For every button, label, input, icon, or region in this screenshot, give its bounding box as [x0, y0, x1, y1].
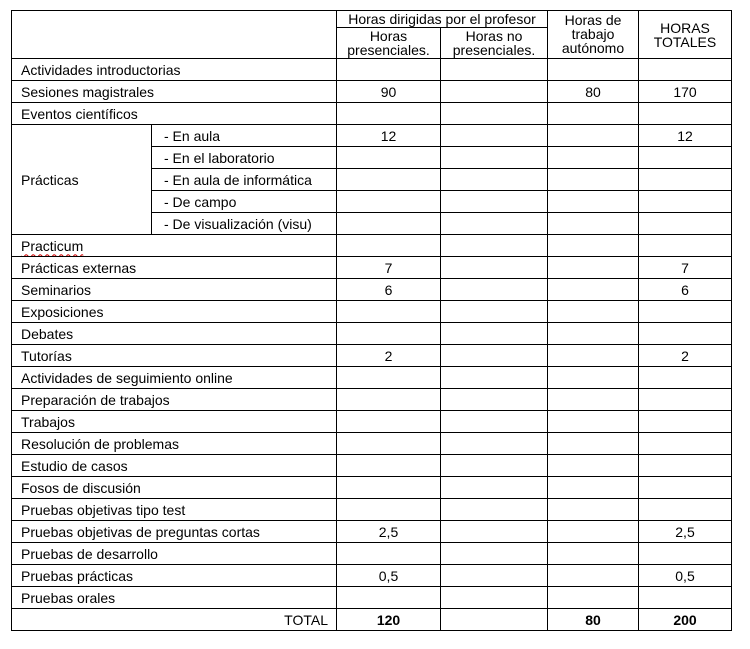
cell-no-presenciales — [441, 323, 548, 345]
cell-presenciales — [337, 301, 441, 323]
cell-presenciales — [337, 59, 441, 81]
activity-label-text: Preparación de trabajos — [21, 391, 170, 408]
cell-no-presenciales — [441, 499, 548, 521]
cell-no-presenciales — [441, 147, 548, 169]
table-row — [12, 389, 732, 411]
table-row — [12, 433, 732, 455]
cell-total — [639, 103, 732, 125]
cell-autonomo — [548, 433, 639, 455]
cell-autonomo — [548, 477, 639, 499]
cell-no-presenciales — [441, 389, 548, 411]
cell-autonomo — [548, 521, 639, 543]
cell-autonomo — [548, 147, 639, 169]
hours-table — [11, 10, 732, 631]
cell-autonomo: 80 — [548, 609, 639, 631]
practicas-sublabel: - De campo — [152, 191, 337, 213]
practicas-subrow — [12, 125, 732, 147]
activity-label-text: Fosos de discusión — [21, 479, 141, 496]
activity-label — [12, 59, 337, 81]
activity-label — [12, 543, 337, 565]
cell-presenciales: 7 — [337, 257, 441, 279]
activity-label — [12, 433, 337, 455]
cell-total — [639, 477, 732, 499]
activity-label-text: Practicum — [21, 237, 84, 254]
activity-label — [12, 367, 337, 389]
cell-autonomo — [548, 125, 639, 147]
cell-no-presenciales — [441, 411, 548, 433]
practicas-sublabel: - En aula de informática — [152, 169, 337, 191]
activity-label — [12, 477, 337, 499]
activity-label-text: Eventos científicos — [21, 105, 138, 122]
cell-no-presenciales — [441, 477, 548, 499]
cell-autonomo: 80 — [548, 81, 639, 103]
activity-label-text: Pruebas orales — [21, 589, 116, 606]
cell-total — [639, 59, 732, 81]
cell-presenciales: 2 — [337, 345, 441, 367]
cell-presenciales: 12 — [337, 125, 441, 147]
activity-label — [12, 345, 337, 367]
cell-total — [639, 587, 732, 609]
cell-total: 7 — [639, 257, 732, 279]
cell-no-presenciales — [441, 455, 548, 477]
header-autonomo: Horas de trabajo autónomo — [548, 11, 639, 59]
table-row — [12, 587, 732, 609]
cell-total — [639, 191, 732, 213]
cell-autonomo — [548, 389, 639, 411]
cell-no-presenciales — [441, 609, 548, 631]
cell-total: 2 — [639, 345, 732, 367]
table-row — [12, 257, 732, 279]
table-row — [12, 323, 732, 345]
cell-presenciales — [337, 543, 441, 565]
activity-label — [12, 235, 337, 257]
cell-presenciales — [337, 367, 441, 389]
activity-label — [12, 587, 337, 609]
cell-no-presenciales — [441, 433, 548, 455]
cell-presenciales — [337, 433, 441, 455]
table-row — [12, 59, 732, 81]
activity-label-text: Actividades introductorias — [21, 61, 181, 78]
activity-label-text: Seminarios — [21, 281, 92, 298]
cell-presenciales: 2,5 — [337, 521, 441, 543]
cell-no-presenciales — [441, 103, 548, 125]
cell-total — [639, 323, 732, 345]
activity-label-text: Debates — [21, 325, 74, 342]
practicas-sublabel: - En aula — [152, 125, 337, 147]
cell-autonomo — [548, 411, 639, 433]
activity-label — [12, 279, 337, 301]
activity-label-text: Pruebas objetivas tipo test — [21, 501, 186, 518]
cell-autonomo — [548, 565, 639, 587]
table-row — [12, 103, 732, 125]
cell-total: 2,5 — [639, 521, 732, 543]
cell-presenciales — [337, 103, 441, 125]
cell-no-presenciales — [441, 257, 548, 279]
header-presenciales — [337, 28, 441, 59]
table-row — [12, 279, 732, 301]
cell-no-presenciales — [441, 81, 548, 103]
cell-no-presenciales — [441, 565, 548, 587]
table-row — [12, 565, 732, 587]
activity-label — [12, 499, 337, 521]
practicas-sublabel: - En el laboratorio — [152, 147, 337, 169]
cell-autonomo — [548, 499, 639, 521]
table-row — [12, 411, 732, 433]
cell-presenciales — [337, 235, 441, 257]
cell-autonomo — [548, 367, 639, 389]
activity-label-text: Pruebas objetivas de preguntas cortas — [21, 523, 260, 540]
cell-no-presenciales — [441, 345, 548, 367]
activity-label-text: Exposiciones — [21, 303, 104, 320]
cell-total: 170 — [639, 81, 732, 103]
cell-autonomo — [548, 59, 639, 81]
total-row — [12, 609, 732, 631]
cell-total — [639, 411, 732, 433]
cell-autonomo — [548, 235, 639, 257]
cell-total — [639, 433, 732, 455]
total-label: TOTAL — [12, 609, 337, 631]
cell-no-presenciales — [441, 235, 548, 257]
cell-presenciales — [337, 455, 441, 477]
header-group-teacher: Horas dirigidas por el profesor — [337, 11, 548, 28]
activity-label-text: Resolución de problemas — [21, 435, 179, 452]
cell-presenciales — [337, 213, 441, 235]
cell-autonomo — [548, 103, 639, 125]
cell-no-presenciales — [441, 521, 548, 543]
cell-total — [639, 169, 732, 191]
cell-no-presenciales — [441, 301, 548, 323]
cell-autonomo — [548, 301, 639, 323]
cell-autonomo — [548, 279, 639, 301]
activity-label-text: Actividades de seguimiento online — [21, 369, 233, 386]
activity-label-text: Prácticas externas — [21, 259, 137, 276]
cell-total — [639, 499, 732, 521]
cell-no-presenciales — [441, 279, 548, 301]
cell-autonomo — [548, 213, 639, 235]
cell-no-presenciales — [441, 125, 548, 147]
cell-total: 6 — [639, 279, 732, 301]
table-row — [12, 367, 732, 389]
cell-presenciales — [337, 323, 441, 345]
cell-presenciales: 90 — [337, 81, 441, 103]
table-row — [12, 301, 732, 323]
cell-presenciales — [337, 191, 441, 213]
cell-no-presenciales — [441, 59, 548, 81]
practicas-sublabel: - De visualización (visu) — [152, 213, 337, 235]
cell-autonomo — [548, 543, 639, 565]
activity-label-text: Tutorías — [21, 347, 72, 364]
activity-label — [12, 455, 337, 477]
activity-label-text: Sesiones magistrales — [21, 83, 155, 100]
cell-presenciales: 6 — [337, 279, 441, 301]
cell-presenciales: 0,5 — [337, 565, 441, 587]
table-row — [12, 477, 732, 499]
table-row — [12, 499, 732, 521]
activity-label — [12, 521, 337, 543]
header-blank-cell — [12, 11, 337, 59]
cell-total: 12 — [639, 125, 732, 147]
cell-total — [639, 389, 732, 411]
activity-label — [12, 301, 337, 323]
cell-presenciales: 120 — [337, 609, 441, 631]
cell-total — [639, 543, 732, 565]
activity-label-text: Estudio de casos — [21, 457, 128, 474]
activity-label — [12, 323, 337, 345]
cell-autonomo — [548, 345, 639, 367]
cell-autonomo — [548, 169, 639, 191]
table-row — [12, 543, 732, 565]
activity-label-text: Pruebas prácticas — [21, 567, 134, 584]
header-row-1 — [12, 11, 732, 28]
cell-no-presenciales — [441, 367, 548, 389]
cell-total — [639, 213, 732, 235]
header-presenciales-text: Horas presenciales. — [347, 28, 430, 58]
table-row — [12, 455, 732, 477]
cell-no-presenciales — [441, 587, 548, 609]
practicas-label: Prácticas — [12, 125, 152, 235]
table-row — [12, 345, 732, 367]
cell-total — [639, 367, 732, 389]
cell-no-presenciales — [441, 543, 548, 565]
cell-autonomo — [548, 455, 639, 477]
cell-presenciales — [337, 147, 441, 169]
activity-label — [12, 81, 337, 103]
cell-presenciales — [337, 411, 441, 433]
cell-autonomo — [548, 587, 639, 609]
cell-autonomo — [548, 323, 639, 345]
activity-label-text: Trabajos — [21, 413, 75, 430]
cell-no-presenciales — [441, 169, 548, 191]
activity-label — [12, 389, 337, 411]
cell-total — [639, 455, 732, 477]
cell-no-presenciales — [441, 191, 548, 213]
cell-total — [639, 301, 732, 323]
activity-label — [12, 103, 337, 125]
cell-total: 200 — [639, 609, 732, 631]
cell-total — [639, 235, 732, 257]
table-row — [12, 235, 732, 257]
header-totales-text: HORAS TOTALES — [653, 19, 717, 50]
header-totales — [639, 11, 732, 59]
cell-total: 0,5 — [639, 565, 732, 587]
cell-autonomo — [548, 257, 639, 279]
cell-presenciales — [337, 587, 441, 609]
cell-total — [639, 147, 732, 169]
activity-label-text: Pruebas de desarrollo — [21, 545, 158, 562]
cell-presenciales — [337, 477, 441, 499]
header-no-presenciales — [441, 28, 548, 59]
table-row — [12, 521, 732, 543]
activity-label — [12, 411, 337, 433]
table-row — [12, 81, 732, 103]
cell-no-presenciales — [441, 213, 548, 235]
cell-presenciales — [337, 169, 441, 191]
cell-presenciales — [337, 389, 441, 411]
activity-label — [12, 565, 337, 587]
cell-presenciales — [337, 499, 441, 521]
cell-autonomo — [548, 191, 639, 213]
activity-label — [12, 257, 337, 279]
header-no-presenciales-text: Horas no presenciales. — [452, 28, 536, 58]
